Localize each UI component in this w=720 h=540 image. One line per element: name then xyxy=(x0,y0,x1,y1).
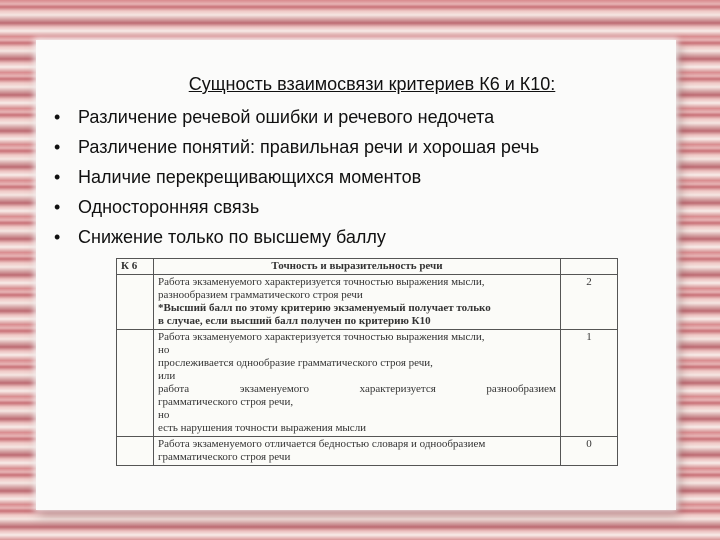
bullet-item: • Односторонняя связь xyxy=(54,192,539,222)
score-value: 1 xyxy=(561,330,618,437)
criterion-description: Работа экзаменуемого характеризуется точностью выражения мысли, но прослеживается однообразие грамматического строя речи, или работа экзаменуемого характеризуется разнообразием грамматического строя речи, но есть нарушения точности выражения мысли xyxy=(154,330,561,437)
score-header xyxy=(561,259,618,275)
bullet-item: • Различение понятий: правильная речи и хорошая речь xyxy=(54,132,539,162)
criterion-description: Работа экзаменуемого отличается бедностью словаря и однообразием грамматического строя речи xyxy=(154,437,561,466)
criteria-table xyxy=(116,258,618,466)
bullet-dot: • xyxy=(54,197,61,217)
bullet-item: • Наличие перекрещивающихся моментов xyxy=(54,162,539,192)
table-header-row xyxy=(117,259,618,275)
table-row xyxy=(117,330,618,437)
criterion-code: К 6 xyxy=(117,259,154,275)
criterion-description: Работа экзаменуемого характеризуется точностью выражения мысли, разнообразием грамматического строя речи *Высший балл по этому критерию экзаменуемый получает только в случае, если высший балл получен по критерию К10 xyxy=(154,275,561,330)
table-row xyxy=(117,437,618,466)
slide-title: Сущность взаимосвязи критериев К6 и К10: xyxy=(188,74,556,94)
bullet-list xyxy=(54,102,539,252)
bullet-dot: • xyxy=(54,137,61,157)
bullet-dot: • xyxy=(54,227,61,247)
bullet-dot: • xyxy=(54,107,61,127)
score-value: 2 xyxy=(561,275,618,330)
criterion-name: Точность и выразительность речи xyxy=(154,259,561,275)
slide xyxy=(36,40,676,510)
table-row xyxy=(117,275,618,330)
criteria-table-image xyxy=(116,258,618,466)
bullet-item: • Различение речевой ошибки и речевого недочета xyxy=(54,102,539,132)
bullet-item: • Снижение только по высшему баллу xyxy=(54,222,539,252)
score-value: 0 xyxy=(561,437,618,466)
bullet-dot: • xyxy=(54,167,61,187)
